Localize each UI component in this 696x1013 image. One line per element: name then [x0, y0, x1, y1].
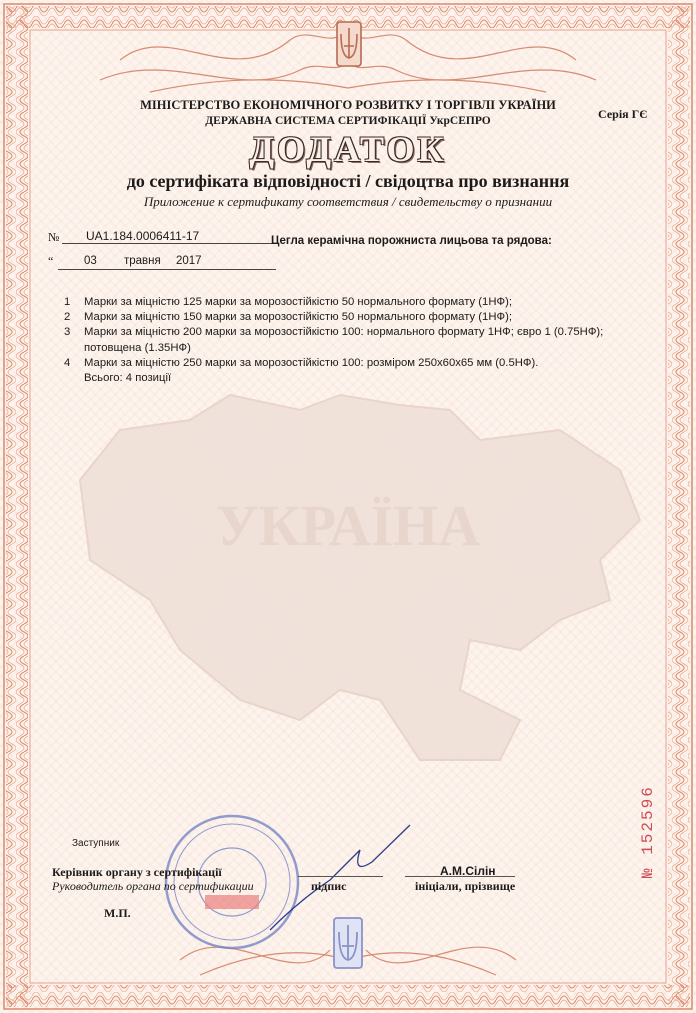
- item-number: 4: [64, 356, 71, 369]
- item-number: 2: [64, 311, 71, 324]
- watermark-text: УКРАЇНА: [215, 493, 481, 558]
- item-text: Марки за міцністю 150 марки за морозостійкістю 50 нормального формату (1НФ);: [84, 311, 512, 324]
- system-heading: ДЕРЖАВНА СИСТЕМА СЕРТИФІКАЦІЇ УкрСЕПРО: [205, 115, 491, 127]
- items-total: Всього: 4 позиції: [84, 372, 172, 385]
- document-subtitle: до сертифіката відповідності / свідоцтва про визнання: [126, 171, 570, 191]
- document-title: ДОДАТОК: [249, 129, 447, 169]
- signature-label: підпис: [311, 879, 347, 893]
- document-subtitle-ru: Приложение к сертификату соответствия / свидетельству о признании: [143, 194, 553, 209]
- date-year: 2017: [176, 255, 202, 267]
- certificate-number: UA1.184.0006411-17: [86, 229, 200, 243]
- item-text: Марки за міцністю 200 марки за морозостійкістю 100: нормального формату 1НФ; євро 1 (0.75НФ);: [84, 326, 604, 339]
- date-day: 03: [84, 255, 97, 267]
- name-underline: [405, 876, 515, 877]
- list-item-continuation: потовщена (1.35НФ): [84, 341, 191, 354]
- serial-number: № 152596: [639, 785, 657, 878]
- item-number: 3: [64, 326, 71, 339]
- signature-underline: [298, 876, 383, 877]
- initials-label: ініціали, прізвище: [415, 879, 516, 893]
- series-label: Серія ГЄ: [598, 107, 648, 121]
- ministry-heading: МІНІСТЕРСТВО ЕКОНОМІЧНОГО РОЗВИТКУ І ТОРГІВЛІ УКРАЇНИ: [140, 98, 556, 112]
- date-month: травня: [124, 255, 161, 267]
- item-text: Марки за міцністю 125 марки за морозостійкістю 50 нормального формату (1НФ);: [84, 296, 512, 308]
- item-text: Марки за міцністю 250 марки за морозостійкістю 100: розміром 250х60х65 мм (0.5НФ).: [84, 356, 539, 369]
- product-name: Цегла керамічна порожниста лицьова та рядова:: [271, 235, 552, 247]
- item-number: 1: [64, 296, 71, 308]
- head-title: Керівник органу з сертифікації: [52, 865, 222, 879]
- seal-place-label: М.П.: [104, 906, 131, 920]
- signer-name: А.М.Сілін: [440, 864, 496, 878]
- number-symbol: №: [48, 230, 60, 244]
- head-title-ru: Руководитель органа по сертификации: [52, 879, 254, 893]
- date-quote: “: [48, 254, 54, 268]
- deputy-label: Заступник: [72, 838, 120, 849]
